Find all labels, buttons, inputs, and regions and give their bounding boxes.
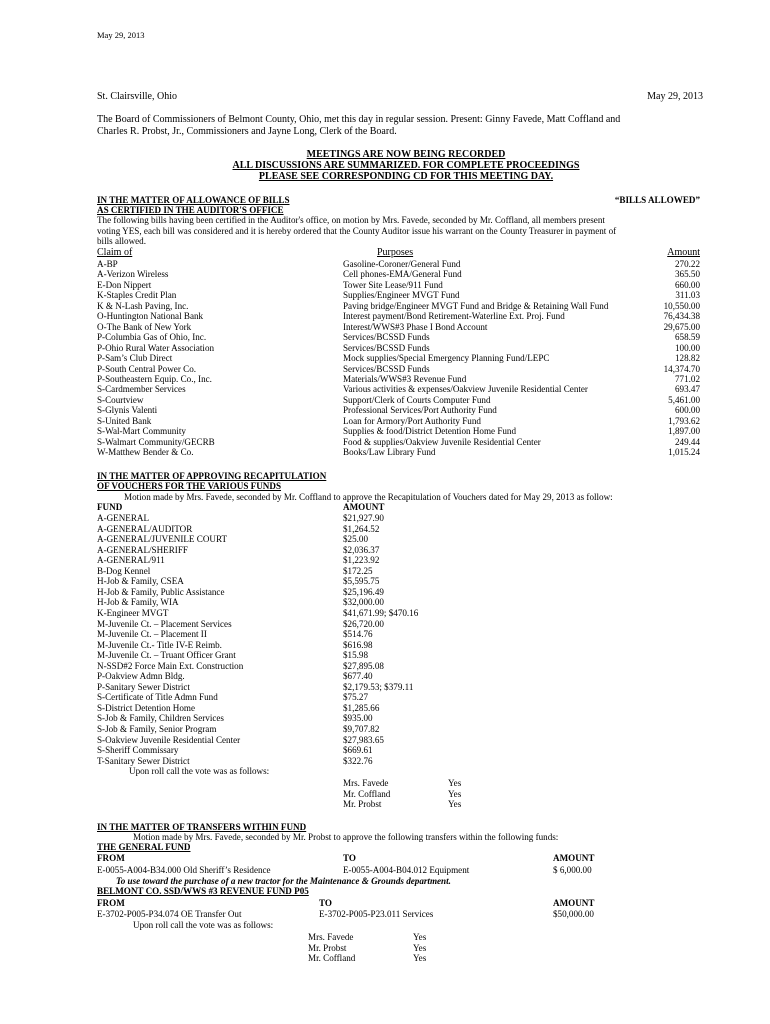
vote-name: Mrs. Favede [308, 932, 354, 942]
vote-value: Yes [413, 942, 427, 953]
recap-fund: M-Juvenile Ct. – Truant Officer Grant [97, 650, 236, 661]
recap-fund: B-Dog Kennel [97, 565, 151, 576]
bill-claim: P-Sam’s Club Direct [97, 353, 173, 364]
recap-amount: $32,000.00 [343, 597, 384, 608]
bill-purpose: Food & supplies/Oakview Juvenile Residential Center [343, 436, 541, 447]
fund1-from: E-0055-A004-B34.000 Old Sheriff’s Residence [97, 865, 271, 875]
bill-claim: A-Verizon Wireless [97, 269, 169, 280]
recap-amount: $27,983.65 [343, 734, 384, 745]
bill-claim: A-BP [97, 259, 118, 269]
bill-purpose: Services/BCSSD Funds [343, 332, 430, 343]
bill-amount: 100.00 [674, 342, 700, 353]
recap-amount: $669.61 [343, 745, 373, 756]
intro-line-1: The Board of Commissioners of Belmont County, Ohio, met this day in regular session. Present: Ginny Favede, Matt Coffland and [97, 114, 621, 125]
recap-amount: $25,196.49 [343, 586, 384, 597]
bills-text-3: bills allowed. [97, 236, 146, 246]
page-header-date: May 29, 2013 [97, 30, 145, 40]
bill-claim: K & N-Lash Paving, Inc. [97, 300, 189, 311]
transfers-rollcall: Upon roll call the vote was as follows: [133, 920, 274, 930]
recap-fund: M-Juvenile Ct. – Placement II [97, 629, 207, 640]
vote-value: Yes [448, 788, 462, 799]
recap-fund: S-Oakview Juvenile Residential Center [97, 734, 241, 745]
col-purposes: Purposes [377, 247, 414, 258]
bill-purpose: Cell phones-EMA/General Fund [343, 269, 462, 280]
fund1-amount: $ 6,000.00 [553, 865, 592, 875]
bill-amount: 600.00 [674, 405, 700, 416]
bill-amount: 365.50 [674, 269, 700, 280]
bill-amount: 128.82 [674, 353, 700, 364]
vote-name: Mrs. Favede [343, 778, 389, 788]
bill-purpose: Support/Clerk of Courts Computer Fund [343, 394, 491, 405]
bill-purpose: Supplies & food/District Detention Home Fund [343, 426, 517, 437]
bill-purpose: Mock supplies/Special Emergency Planning Fund/LEPC [343, 353, 550, 364]
recap-fund: K-Engineer MVGT [97, 607, 169, 618]
recap-fund: S-Certificate of Title Admn Fund [97, 692, 218, 703]
recap-amount: $1,264.52 [343, 523, 380, 534]
vote-name: Mr. Probst [343, 799, 382, 810]
vote-value: Yes [448, 778, 462, 788]
bill-amount: 5,461.00 [668, 394, 700, 405]
vote-value: Yes [413, 932, 427, 942]
bill-purpose: Supplies/Engineer MVGT Fund [343, 290, 460, 301]
bill-purpose: Loan for Armory/Port Authority Fund [343, 415, 481, 426]
bill-claim: P-Southeastern Equip. Co., Inc. [97, 373, 212, 384]
col-fund: FUND [97, 502, 123, 512]
bill-claim: S-United Bank [97, 415, 152, 426]
recap-amount: $2,036.37 [343, 544, 380, 555]
bill-amount: 1,793.62 [668, 415, 700, 426]
bill-purpose: Books/Law Library Fund [343, 447, 436, 458]
bill-amount: 693.47 [674, 384, 700, 395]
notice-line-1: MEETINGS ARE NOW BEING RECORDED [306, 149, 506, 160]
fund1-to-label: TO [343, 853, 356, 863]
notice-line-3: PLEASE SEE CORRESPONDING CD FOR THIS MEETING DAY. [258, 171, 554, 182]
transfers-heading: IN THE MATTER OF TRANSFERS WITHIN FUND [97, 822, 307, 832]
bill-claim: W-Matthew Bender & Co. [97, 447, 194, 458]
fund2-from: E-3702-P005-P34.074 OE Transfer Out [97, 909, 242, 919]
recap-amount: $27,895.08 [343, 660, 384, 671]
recap-amount: $9,707.82 [343, 724, 380, 734]
bill-amount: 14,374.70 [663, 363, 700, 374]
recap-fund: H-Job & Family, WIA [97, 597, 179, 608]
recap-fund: A-GENERAL/911 [97, 555, 165, 566]
bills-heading: IN THE MATTER OF ALLOWANCE OF BILLS [97, 195, 290, 205]
bill-amount: 311.03 [675, 290, 700, 301]
fund1-amount-label: AMOUNT [553, 853, 595, 863]
notice-line-2: ALL DISCUSSIONS ARE SUMMARIZED. FOR COMPLETE PROCEEDINGS [232, 160, 580, 171]
recap-amount: $616.98 [343, 639, 373, 650]
fund2-amount-label: AMOUNT [553, 898, 595, 908]
bill-purpose: Services/BCSSD Funds [343, 363, 430, 374]
recap-amount: $21,927.90 [343, 513, 384, 523]
recap-subheading: OF VOUCHERS FOR THE VARIOUS FUNDS [97, 481, 282, 491]
general-fund-title: THE GENERAL FUND [97, 842, 191, 852]
fund2-amount: $50,000.00 [553, 909, 594, 919]
col-recap-amount: AMOUNT [343, 502, 385, 512]
meeting-date: May 29, 2013 [647, 91, 703, 102]
recap-heading: IN THE MATTER OF APPROVING RECAPITULATION [97, 471, 327, 481]
fund1-from-label: FROM [97, 853, 125, 863]
bill-amount: 270.22 [674, 259, 700, 269]
meeting-location: St. Clairsville, Ohio [97, 91, 177, 102]
bill-purpose: Interest payment/Bond Retirement-Waterline Ext. Proj. Fund [343, 311, 565, 322]
fund1-note: To use toward the purchase of a new tractor for the Maintenance & Grounds department. [116, 876, 451, 886]
recap-fund: A-GENERAL/JUVENILE COURT [97, 534, 228, 545]
bill-purpose: Interest/WWS#3 Phase I Bond Account [343, 321, 488, 332]
bill-claim: S-Cardmember Services [97, 384, 186, 395]
recap-amount: $677.40 [343, 671, 373, 682]
vote-value: Yes [413, 953, 427, 964]
bill-amount: 249.44 [674, 436, 700, 447]
bill-claim: O-Huntington National Bank [97, 311, 204, 322]
bills-subheading: AS CERTIFIED IN THE AUDITOR'S OFFICE [97, 205, 284, 215]
bill-claim: P-Columbia Gas of Ohio, Inc. [97, 332, 207, 343]
bill-claim: S-Courtview [97, 394, 144, 405]
recap-fund: T-Sanitary Sewer District [97, 755, 190, 766]
bill-amount: 29,675.00 [663, 321, 700, 332]
bill-purpose: Gasoline-Coroner/General Fund [343, 259, 461, 269]
recap-amount: $1,285.66 [343, 702, 380, 713]
bill-amount: 1,015.24 [668, 447, 700, 458]
recap-fund: A-GENERAL/SHERIFF [97, 544, 188, 555]
bill-purpose: Tower Site Lease/911 Fund [343, 279, 443, 290]
recap-rollcall: Upon roll call the vote was as follows: [129, 766, 270, 776]
recap-amount: $41,671.99; $470.16 [343, 607, 419, 618]
recap-fund: A-GENERAL [97, 513, 150, 523]
col-claim-of: Claim of [97, 247, 133, 258]
bill-amount: 1,897.00 [668, 426, 700, 437]
bills-text-2: voting YES, each bill was considered and it is hereby ordered that the County Auditor issue his warrant on the County Treasurer in payment of [97, 226, 617, 236]
bill-purpose: Services/BCSSD Funds [343, 342, 430, 353]
recap-fund: M-Juvenile Ct.- Title IV-E Reimb. [97, 639, 222, 650]
bill-purpose: Paving bridge/Engineer MVGT Fund and Bridge & Retaining Wall Fund [343, 300, 609, 311]
intro-line-2: Charles R. Probst, Jr., Commissioners and Jayne Long, Clerk of the Board. [97, 126, 397, 137]
fund2-from-label: FROM [97, 898, 125, 908]
bill-claim: S-Walmart Community/GECRB [97, 436, 215, 447]
recap-amount: $75.27 [343, 692, 369, 703]
fund2-to-label: TO [319, 898, 332, 908]
fund1-to: E-0055-A004-B04.012 Equipment [343, 865, 470, 875]
bills-allowed-tag: “BILLS ALLOWED” [614, 195, 700, 205]
recap-fund: H-Job & Family, Public Assistance [97, 586, 225, 597]
recap-amount: $25.00 [343, 534, 369, 545]
recap-amount: $514.76 [343, 629, 373, 640]
recap-fund: H-Job & Family, CSEA [97, 576, 184, 587]
bill-amount: 771.02 [674, 373, 700, 384]
recap-fund: S-Sheriff Commissary [97, 745, 179, 756]
recap-amount: $322.76 [343, 755, 373, 766]
recap-amount: $2,179.53; $379.11 [343, 681, 414, 692]
bill-amount: 660.00 [674, 279, 700, 290]
recap-fund: M-Juvenile Ct. – Placement Services [97, 618, 232, 629]
vote-name: Mr. Probst [308, 942, 347, 953]
bill-claim: S-Glynis Valenti [97, 405, 158, 416]
bill-claim: K-Staples Credit Plan [97, 290, 177, 301]
recap-fund: S-District Detention Home [97, 702, 195, 713]
bill-claim: P-Ohio Rural Water Association [97, 342, 215, 353]
vote-name: Mr. Coffland [308, 953, 356, 964]
bill-amount: 658.59 [674, 332, 700, 343]
recap-amount: $172.25 [343, 565, 373, 576]
bill-amount: 76,434.38 [663, 311, 700, 322]
transfers-motion: Motion made by Mrs. Favede, seconded by Mr. Probst to approve the following transfers within the following funds: [133, 832, 559, 842]
recap-motion: Motion made by Mrs. Favede, seconded by Mr. Coffland to approve the Recapitulation of Vouchers dated for May 29, 2013 as follow: [124, 492, 613, 502]
recap-fund: S-Job & Family, Children Services [97, 713, 224, 724]
bill-purpose: Materials/WWS#3 Revenue Fund [343, 373, 467, 384]
recap-fund: A-GENERAL/AUDITOR [97, 523, 193, 534]
bill-purpose: Professional Services/Port Authority Fund [343, 405, 497, 416]
recap-fund: P-Oakview Admn Bldg. [97, 671, 185, 682]
recap-amount: $935.00 [343, 713, 373, 724]
recap-fund: N-SSD#2 Force Main Ext. Construction [97, 660, 244, 671]
recap-amount: $26,720.00 [343, 618, 384, 629]
bill-purpose: Various activities & expenses/Oakview Juvenile Residential Center [343, 384, 588, 395]
recap-fund: P-Sanitary Sewer District [97, 681, 190, 692]
col-amount: Amount [667, 247, 700, 258]
bill-amount: 10,550.00 [663, 300, 700, 311]
recap-amount: $15.98 [343, 650, 369, 661]
bill-claim: O-The Bank of New York [97, 321, 192, 332]
bills-text-1: The following bills having been certified in the Auditor's office, on motion by Mrs. Favede, seconded by Mr. Coffland, all members present [97, 215, 605, 225]
vote-value: Yes [448, 799, 462, 810]
ssd-fund-title: BELMONT CO. SSD/WWS #3 REVENUE FUND P05 [97, 886, 309, 896]
bill-claim: S-Wal-Mart Community [97, 426, 186, 437]
recap-amount: $5,595.75 [343, 576, 380, 587]
fund2-to: E-3702-P005-P23.011 Services [319, 909, 434, 919]
vote-name: Mr. Coffland [343, 788, 391, 799]
bill-claim: E-Don Nippert [97, 279, 152, 290]
bill-claim: P-South Central Power Co. [97, 363, 197, 374]
recap-amount: $1,223.92 [343, 555, 380, 566]
recap-fund: S-Job & Family, Senior Program [97, 724, 217, 734]
